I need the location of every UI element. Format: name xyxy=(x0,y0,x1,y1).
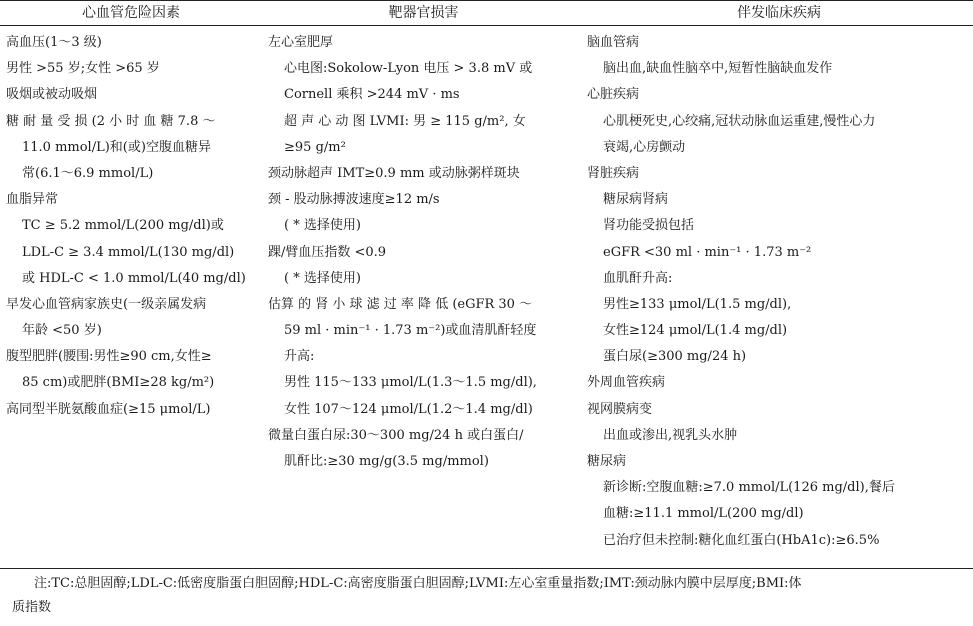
table-cell-line: 男性≥133 μmol/L(1.5 mg/dl), xyxy=(603,296,792,312)
table-cell-line: 出血或渗出,视乳头水肿 xyxy=(603,427,738,443)
footnote-line-2: 质指数 xyxy=(12,600,52,615)
table-cell-line: 或 HDL-C < 1.0 mmol/L(40 mg/dl) xyxy=(22,270,246,286)
table-cell-line: 糖 耐 量 受 损 (2 小 时 血 糖 7.8 ～ xyxy=(6,113,216,129)
table-cell-line: 女性 107～124 μmol/L(1.2～1.4 mg/dl) xyxy=(284,401,533,417)
table-cell-line: 左心室肥厚 xyxy=(268,35,334,50)
table-cell-line: 新诊断:空腹血糖:≥7.0 mmol/L(126 mg/dl),餐后 xyxy=(603,480,895,496)
table-cell-line: 心电图:Sokolow-Lyon 电压 > 3.8 mV 或 xyxy=(284,61,533,77)
table-cell-line: 血脂异常 xyxy=(6,192,59,208)
table-cell-line: 肾脏疾病 xyxy=(587,165,640,181)
table-cell-line: 血肌酐升高: xyxy=(603,270,673,286)
table-cell-line: 心脏疾病 xyxy=(587,87,640,103)
table-cell-line: 常(6.1～6.9 mmol/L) xyxy=(22,165,154,181)
table-cell-line: ≥95 g/m² xyxy=(284,139,346,155)
table-cell-line: ( * 选择使用) xyxy=(284,270,361,286)
table-cell-line: 年龄 <50 岁) xyxy=(22,323,102,339)
table-cell-line: 超 声 心 动 图 LVMI: 男 ≥ 115 g/m², 女 xyxy=(284,113,526,129)
table-cell-line: 肌酐比:≥30 mg/g(3.5 mg/mmol) xyxy=(284,454,489,469)
table-cell-line: 心肌梗死史,心绞痛,冠状动脉血运重建,慢性心力 xyxy=(603,113,876,129)
table-cell-line: 微量白蛋白尿:30～300 mg/24 h 或白蛋白/ xyxy=(268,427,524,443)
table-cell-line: 蛋白尿(≥300 mg/24 h) xyxy=(603,349,747,365)
column-clinical-conditions xyxy=(585,30,973,568)
table-cell-line: 估算 的 肾 小 球 滤 过 率 降 低 (eGFR 30 ～ xyxy=(268,296,533,312)
table-cell-line: 颈 - 股动脉搏波速度≥12 m/s xyxy=(268,192,440,208)
table-cell-line: 升高: xyxy=(284,349,315,365)
header-risk-factors: 心血管危险因素 xyxy=(82,5,180,21)
footnote-line-1: 注:TC:总胆固醇;LDL-C:低密度脂蛋白胆固醇;HDL-C:高密度脂蛋白胆固醇;LVMI:左心室重量指数;IMT:颈动脉内膜中层厚度;BMI:体 xyxy=(34,576,802,591)
header-target-organ-damage: 靶器官损害 xyxy=(388,5,459,21)
table-cell-line: TC ≥ 5.2 mmol/L(200 mg/dl)或 xyxy=(22,218,224,234)
table-cell-line: 男性 >55 岁;女性 >65 岁 xyxy=(6,61,160,77)
table-cell-line: ( * 选择使用) xyxy=(284,218,361,234)
table-cell-line: 腹型肥胖(腰围:男性≥90 cm,女性≥ xyxy=(6,349,212,365)
table-cell-line: 高血压(1～3 级) xyxy=(6,35,102,50)
table-cell-line: 血糖:≥11.1 mmol/L(200 mg/dl) xyxy=(603,506,804,522)
table-cell-line: 衰竭,心房颤动 xyxy=(603,139,686,155)
table-cell-line: 糖尿病 xyxy=(587,454,627,469)
table-cell-line: eGFR <30 ml · min⁻¹ · 1.73 m⁻² xyxy=(603,244,812,260)
table-cell-line: 视网膜病变 xyxy=(587,401,653,417)
table-cell-line: 11.0 mmol/L)和(或)空腹血糖异 xyxy=(22,139,211,155)
table-cell-line: Cornell 乘积 >244 mV · ms xyxy=(284,87,460,103)
table-cell-line: LDL-C ≥ 3.4 mmol/L(130 mg/dl) xyxy=(22,244,235,260)
table-cell-line: 男性 115～133 μmol/L(1.3～1.5 mg/dl), xyxy=(284,375,537,391)
table-cell-line: 踝/臂血压指数 <0.9 xyxy=(268,244,387,260)
table-cell-line: 吸烟或被动吸烟 xyxy=(6,87,98,103)
table-cell-line: 已治疗但未控制:糖化血红蛋白(HbA1c):≥6.5% xyxy=(603,532,880,548)
table-cell-line: 糖尿病肾病 xyxy=(603,192,669,208)
table-cell-line: 85 cm)或肥胖(BMI≥28 kg/m²) xyxy=(22,375,215,391)
column-target-organ-damage xyxy=(262,30,585,568)
header-clinical-conditions: 伴发临床疾病 xyxy=(737,5,821,21)
table-cell-line: 脑出血,缺血性脑卒中,短暂性脑缺血发作 xyxy=(603,61,833,77)
table-cell-line: 颈动脉超声 IMT≥0.9 mm 或动脉粥样斑块 xyxy=(268,165,520,181)
table-cell-line: 早发心血管病家族史(一级亲属发病 xyxy=(6,296,207,312)
column-risk-factors xyxy=(0,30,262,568)
table-cell-line: 脑血管病 xyxy=(587,35,640,50)
table-footnote xyxy=(12,572,967,620)
table-header xyxy=(0,1,973,26)
table-cell-line: 59 ml · min⁻¹ · 1.73 m⁻²)或血清肌酐轻度 xyxy=(284,323,537,339)
table-cell-line: 肾功能受损包括 xyxy=(603,218,695,234)
table-cell-line: 女性≥124 μmol/L(1.4 mg/dl) xyxy=(603,323,788,339)
table-cell-line: 高同型半胱氨酸血症(≥15 μmol/L) xyxy=(6,401,211,417)
table-cell-line: 外周血管疾病 xyxy=(587,375,666,391)
table-body xyxy=(0,26,973,568)
